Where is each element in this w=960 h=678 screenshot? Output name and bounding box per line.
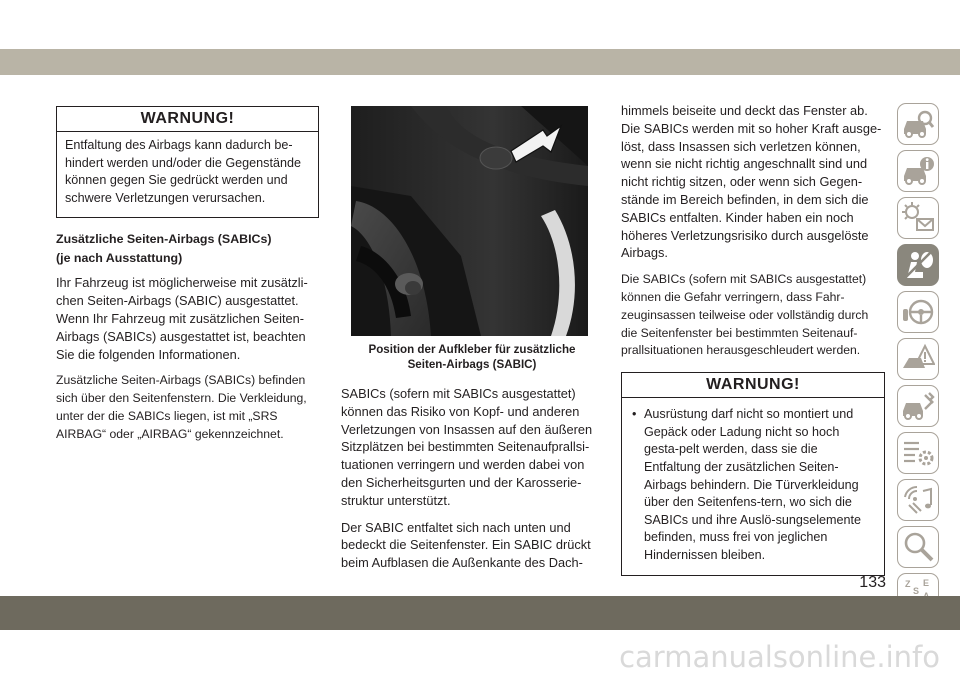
warning-list-item: • Ausrüstung darf nicht so montiert und Gepäck oder Ladung nicht so hoch gesta-pelt werden, dass sie die Entfaltung der zusätzlichen Seiten-Airbags behindern. Die Türverkleidung über den Seitenfens-tern, wo sich die SABICs und ihre Auslö-sungselemente befinden, muss frei von jeglichen Hindernissen bleiben. <box>630 406 876 564</box>
section-heading <box>56 230 319 268</box>
maintenance-specs-icon <box>901 436 935 470</box>
car-service-icon <box>901 389 935 423</box>
index-letter: E <box>923 578 930 588</box>
page-number: 133 <box>859 574 886 591</box>
sabic-label-photo <box>351 106 588 336</box>
figure-caption-line2: Seiten-Airbags (SABIC) <box>407 358 537 371</box>
tab-warning-lights[interactable] <box>897 197 939 239</box>
tab-road-hazard[interactable] <box>897 338 939 380</box>
paragraph: Zusätzliche Seiten-Airbags (SABICs) befinden sich über den Seitenfenstern. Die Verkleidung, unter der die SABICs liegen, ist mit „SRS AIRBAG“ oder „AIRBAG“ gekennzeichnet. <box>56 373 307 441</box>
warning-list <box>630 406 876 564</box>
warning-text: Entfaltung des Airbags kann dadurch be-hindert werden und/oder die Gegenstände können gegen Sie gedrückt werden und schwere Verletzungen verursachen. <box>65 138 301 205</box>
paragraph: Ihr Fahrzeug ist möglicherweise mit zusätzli-chen Seiten-Airbags (SABIC) ausgestattet. Wenn Ihr Fahrzeug mit zusätzlichen Seiten-Airbags (SABICs) ausgestattet ist, beachten Sie die folgenden Informationen. <box>56 275 308 362</box>
paragraph: Die SABICs (sofern mit SABICs ausgestattet) können die Gefahr verringern, dass Fahr-zeuginsassen teilweise oder vollständig durch die Seitenfenster bei bestimmten Seitenauf-prallsituationen herausgeschleudert werden. <box>621 272 869 358</box>
column-right <box>621 102 885 576</box>
search-index-icon <box>901 530 935 564</box>
index-letter: Z <box>905 579 911 589</box>
figure-caption-line1: Position der Aufkleber für zusätzliche <box>368 343 576 356</box>
steering-wheel-icon <box>901 295 935 329</box>
tab-car-magnifier[interactable] <box>897 103 939 145</box>
tab-steering-wheel[interactable] <box>897 291 939 333</box>
paragraph: SABICs (sofern mit SABICs ausgestattet) können das Risiko von Kopf- und anderen Verletzungen von Insassen auf den äußeren Sitzplätzen bei bestimmten Seitenaufprallsi-tuationen verringern und werden dabei von den Sicherheitsgurten und der Karosserie-struktur unterstützt. <box>341 386 593 508</box>
warning-title: WARNUNG! <box>622 373 884 398</box>
warning-box <box>56 106 319 218</box>
section-heading-line2: (je nach Ausstattung) <box>56 251 183 266</box>
tab-multimedia[interactable] <box>897 479 939 521</box>
seat-airbag-icon <box>901 248 935 282</box>
tab-seat-airbag[interactable] <box>897 244 939 286</box>
chapter-tabs <box>897 103 941 620</box>
multimedia-icon <box>901 483 935 517</box>
paragraph: himmels beiseite und deckt das Fenster ab. Die SABICs werden mit so hoher Kraft ausge-löst, dass Insassen sich verletzen können, wenn sie nicht richtig angeschnallt sind und nicht richtig sitzen, oder wenn sich Gegen-stände im Bereich befinden, in dem sich die SABICs entfalten. Kinder haben ein noch höheres Verletzungsrisiko durch ausgelöste Airbags. <box>621 103 882 261</box>
tab-car-info[interactable] <box>897 150 939 192</box>
tab-car-service[interactable] <box>897 385 939 427</box>
watermark-text: carmanualsonline.info <box>619 640 940 674</box>
warning-title: WARNUNG! <box>57 107 318 132</box>
car-magnifier-icon <box>901 107 935 141</box>
warning-box <box>621 372 885 575</box>
tab-search-index[interactable] <box>897 526 939 568</box>
road-hazard-icon <box>901 342 935 376</box>
figure-caption <box>341 342 603 372</box>
car-info-icon <box>901 154 935 188</box>
index-letter: S <box>913 586 920 596</box>
column-left <box>56 106 319 453</box>
bottom-band <box>0 596 960 630</box>
paragraph: Der SABIC entfaltet sich nach unten und bedeckt die Seitenfenster. Ein SABIC drückt beim Aufblasen die Außenkante des Dach- <box>341 519 591 571</box>
tab-maintenance-specs[interactable] <box>897 432 939 474</box>
warning-lights-icon <box>901 201 935 235</box>
warning-text <box>622 398 884 574</box>
sabic-label-illustration <box>351 106 588 336</box>
section-heading-line1: Zusätzliche Seiten-Airbags (SABICs) <box>56 232 272 247</box>
column-middle <box>341 385 603 581</box>
top-band <box>0 49 960 75</box>
